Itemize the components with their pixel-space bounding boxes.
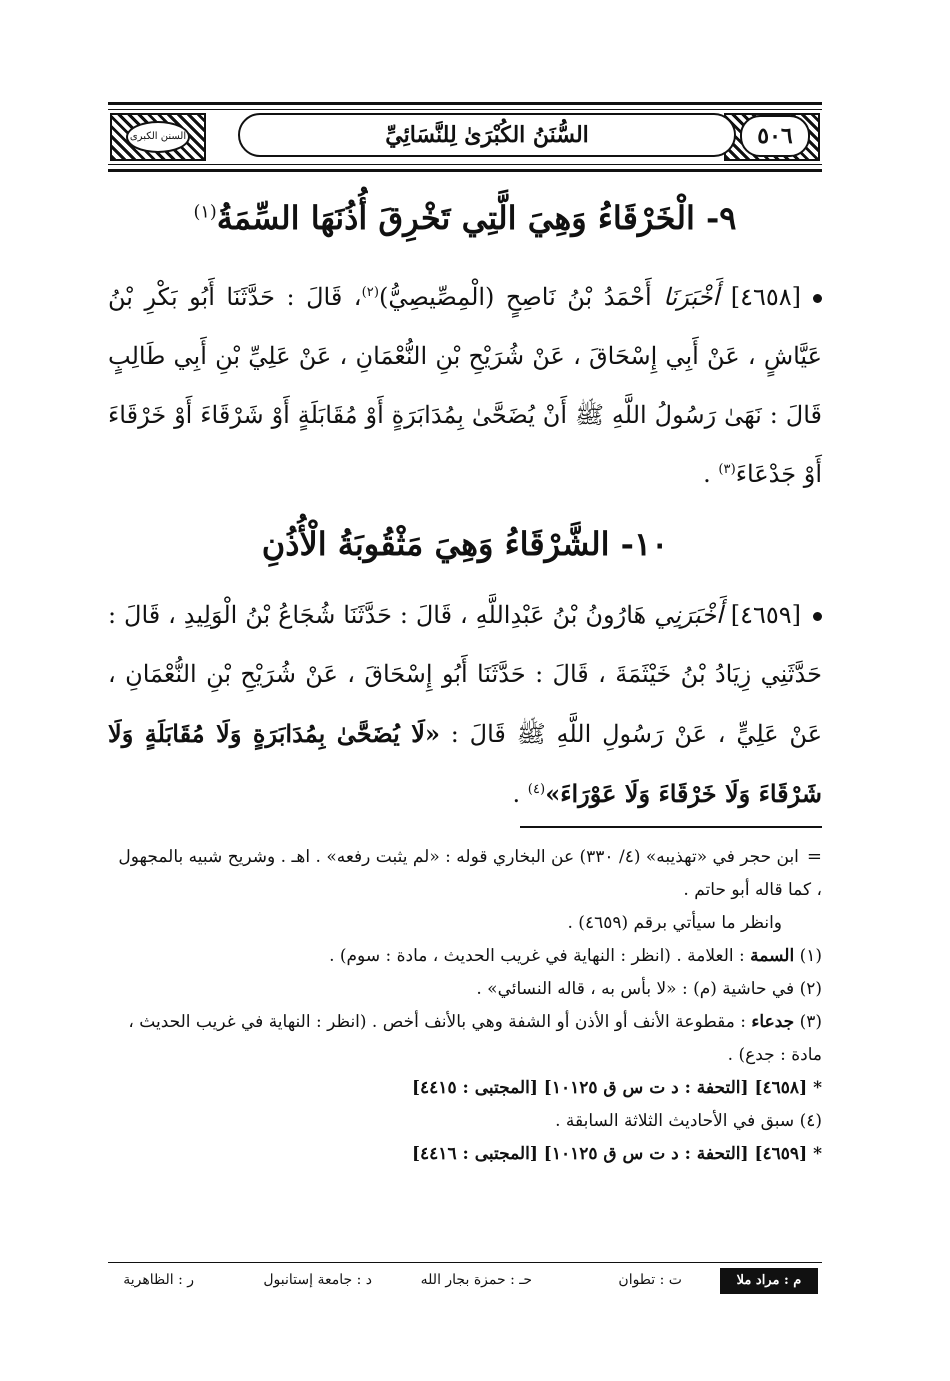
hadith-opening: أَخْبَرَنِي: [654, 601, 723, 629]
footnote-number: (٤): [799, 1111, 822, 1131]
prophetic-quote: «لَا يُضَحَّىٰ بِمُدَابَرَةٍ وَلَا مُقَابَلَةٍ وَلَا شَرْقَاءَ وَلَا خَرْقَاءَ وَلَا عَوْرَاءَ»: [108, 719, 822, 808]
hadith-text: ، قَالَ : حَدَّثَنَا أَبُو بَكْرِ بْنُ عَيَّاشٍ ، عَنْ أَبِي إِسْحَاقَ ، عَنْ شُرَيْحِ بْنِ النُّعْمَانِ ، عَنْ عَلِيِّ بْنِ أَبِي طَالِبٍ قَالَ : نَهَىٰ رَسُولُ اللَّهِ ﷺ أَنْ يُضَحَّىٰ بِمُدَابَرَةٍ أَوْ مُقَابَلَةٍ أَوْ شَرْقَاءَ أَوْ خَرْقَاءَ أَوْ جَدْعَاءَ: [108, 283, 822, 488]
manuscript-key-bar: [108, 1268, 822, 1298]
footnote-carryover-ref: [108, 907, 822, 940]
manuscript-t: ت : تطوان: [618, 1272, 682, 1288]
footnote-text: : العلامة . (انظر : النهاية في غريب الحديث ، مادة : سوم) .: [329, 946, 745, 966]
footnote-number: (٢): [799, 979, 822, 999]
footnote-marker: (١): [193, 202, 217, 223]
carryover-mark: =: [806, 846, 822, 867]
hadith-end: .: [703, 460, 719, 488]
footnote-carryover: [108, 840, 822, 907]
footnote-text: في حاشية (م) : «لا بأس به ، قاله النسائي» .: [476, 979, 795, 999]
hadith-4659: [108, 586, 822, 824]
tuhfa-reference-4658: [108, 1072, 822, 1105]
chapter-title: ١٠- الشَّرْقَاءُ وَهِيَ مَثْقُوبَةُ الْأُذُنِ: [261, 525, 669, 563]
chapter-heading-10: [108, 522, 822, 566]
header-title-frame: [238, 113, 736, 157]
tuhfa-reference-4659: [108, 1138, 822, 1171]
book-title: السُّنَنُ الكُبْرَىٰ لِلنَّسَائِيِّ: [385, 122, 589, 148]
manuscript-d: د : جامعة إستانبول: [263, 1272, 372, 1288]
footnote-term: السمة: [750, 946, 795, 966]
footnote-text: سبق في الأحاديث الثلاثة السابقة .: [555, 1111, 795, 1131]
footnote-marker: (٤): [527, 782, 546, 797]
footnote-text: : مقطوعة الأنف أو الأذن أو الشفة وهي بالأنف أخص . (انظر : النهاية في غريب الحديث ، مادة : جدع) .: [128, 1012, 822, 1065]
footnote-text: وانظر ما سيأتي برقم (٤٦٥٩) .: [567, 913, 782, 933]
footnote-3: [108, 1006, 822, 1072]
ornament-medallion: السنن الكبرى: [126, 121, 190, 153]
star-icon: *: [813, 1144, 822, 1164]
manuscript-m: م : مراد ملا: [720, 1268, 818, 1294]
bottom-rule: [108, 1262, 822, 1263]
bullet-icon: [813, 612, 822, 621]
footnote-term: جدعاء: [751, 1012, 795, 1032]
footnote-text: ابن حجر في «تهذيبه» (٤/ ٣٣٠) عن البخاري قوله : «لم يثبت رفعه» . اهـ . وشريح شبيه بالمجهول ، كما قاله أبو حاتم .: [118, 847, 822, 900]
hadith-opening: أَخْبَرَنَا: [663, 283, 720, 311]
hadith-text: هَارُونُ بْنُ عَبْدِاللَّهِ ، قَالَ : حَدَّثَنَا شُجَاعُ بْنُ الْوَلِيدِ ، قَالَ : حَدَّثَنِي زِيَادُ بْنُ خَيْثَمَةَ ، قَالَ : حَدَّثَنَا أَبُو إِسْحَاقَ ، عَنْ شُرَيْحِ بْنِ النُّعْمَانِ ، عَنْ عَلِيٍّ ، عَنْ رَسُولِ اللَّهِ ﷺ قَالَ :: [108, 601, 823, 748]
header-ornament-left: [110, 113, 206, 161]
tuhfa-reference: [٤٦٥٨] [التحفة : د ت س ق ١٠١٢٥] [المجتبى : ٤٤١٥]: [412, 1078, 808, 1098]
page-number: ٥٠٦: [740, 115, 810, 157]
footnote-2: [108, 973, 822, 1006]
page-header: [108, 102, 822, 172]
footnote-number: (٣): [799, 1012, 822, 1032]
footnote-number: (١): [799, 946, 822, 966]
hadith-4658: [108, 268, 822, 504]
hadith-end: .: [512, 780, 528, 808]
tuhfa-reference: [٤٦٥٩] [التحفة : د ت س ق ١٠١٢٥] [المجتبى : ٤٤١٦]: [412, 1144, 808, 1164]
chapter-title: ٩- الْخَرْقَاءُ وَهِيَ الَّتِي تَخْرِقَ أُذُنَهَا السِّمَةُ: [216, 199, 737, 237]
star-icon: *: [813, 1078, 822, 1098]
footnote-marker: (٣): [718, 462, 736, 477]
hadith-number: [٤٦٥٩]: [730, 601, 801, 629]
footnotes: [108, 840, 822, 1171]
manuscript-r: ر : الظاهرية: [123, 1272, 194, 1288]
hadith-text: أَحْمَدُ بْنُ نَاصِحٍ (الْمِصِّيصِيُّ): [378, 283, 652, 311]
manuscript-h: حـ : حمزة بجار الله: [420, 1272, 532, 1288]
footnote-1: [108, 940, 822, 973]
footnote-separator: [520, 826, 822, 828]
hadith-number: [٤٦٥٨]: [730, 283, 801, 311]
bullet-icon: [813, 294, 822, 303]
chapter-heading-9: [108, 196, 822, 240]
footnote-4: [108, 1105, 822, 1138]
footnote-marker: (٢): [361, 285, 379, 300]
